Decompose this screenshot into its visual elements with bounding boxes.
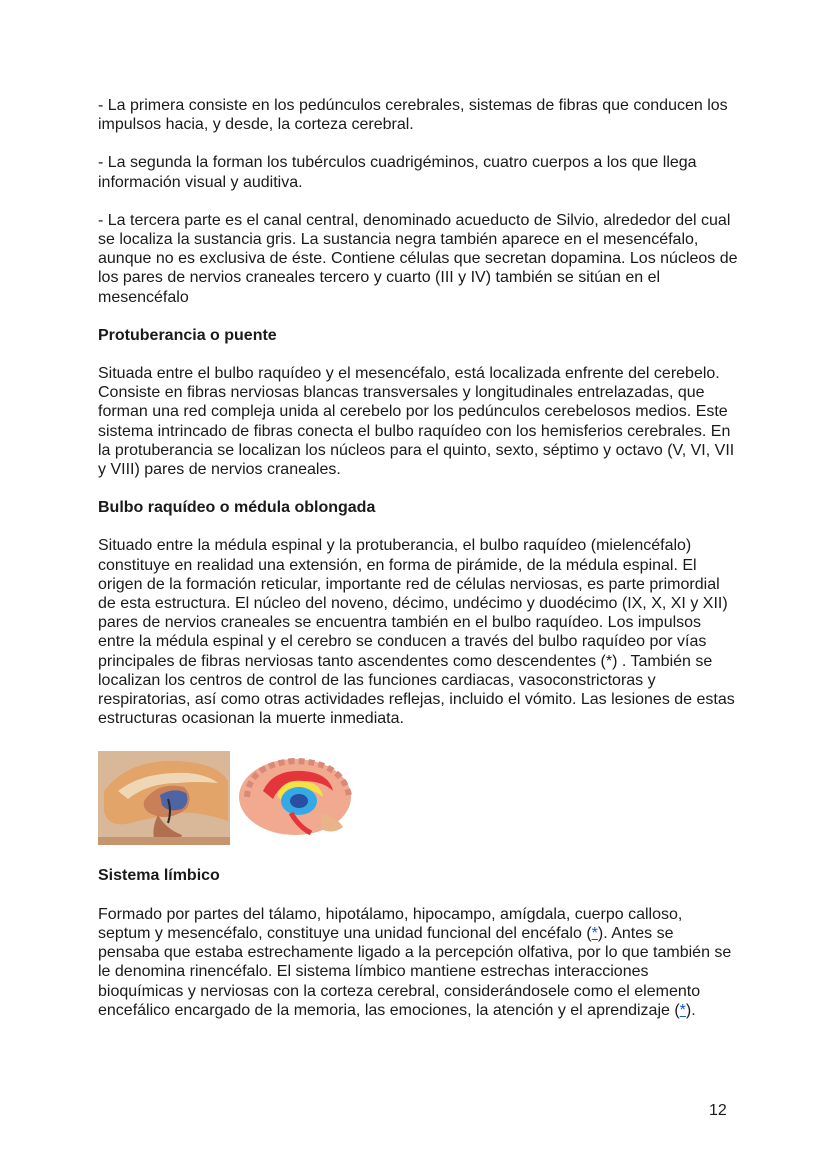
- limbico-text-1: Formado por partes del tálamo, hipotálamo, hipocampo, amígdala, cuerpo calloso, septum y mesencéfalo, constituye una unidad funcional del encéfalo (: [98, 905, 683, 942]
- brain-illustration-sagittal: [98, 751, 230, 845]
- brain-figures: [98, 751, 738, 845]
- paragraph-tercera: - La tercera parte es el canal central, denominado acueducto de Silvio, alrededor del cual se localiza la sustancia gris. La sustancia negra también aparece en el mesencéfalo, aunque no es exclusiva de éste. Contiene células que secretan dopamina. Los núcleos de los pares de nervios craneales tercero y cuarto (III y IV) también se sitúan en el mesencéfalo: [98, 211, 738, 306]
- heading-bulbo: Bulbo raquídeo o médula oblongada: [98, 499, 376, 517]
- paragraph-protuberancia: Situada entre el bulbo raquídeo y el mesencéfalo, está localizada enfrente del cerebelo. Consiste en fibras nerviosas blancas transversales y longitudinales entrelazadas, que forman una red compleja unida al cerebelo por los pedúnculos cerebelosos medios. Este sistema intrincado de fibras conecta el bulbo raquídeo con los hemisferios cerebrales. En la protuberancia se localizan los núcleos para el quinto, sexto, séptimo y octavo (V, VI, VII y VIII) pares de nervios craneales.: [98, 365, 735, 479]
- limbico-text-3: ).: [685, 1001, 696, 1019]
- brain-illustration-limbic: [233, 751, 365, 845]
- paragraph-segunda: - La segunda la forman los tubérculos cuadrigéminos, cuatro cuerpos a los que llega información visual y auditiva.: [98, 154, 697, 191]
- paragraph-limbico: [98, 905, 738, 1020]
- document-page: [98, 96, 738, 1020]
- page-number: 12: [709, 1102, 727, 1119]
- heading-protuberancia: Protuberancia o puente: [98, 326, 277, 344]
- paragraph-primera: - La primera consiste en los pedúnculos cerebrales, sistemas de fibras que conducen los impulsos hacia, y desde, la corteza cerebral.: [98, 97, 728, 134]
- reference-link-2[interactable]: *: [679, 1001, 686, 1019]
- limbico-text-2: ). Antes se pensaba que estaba estrechamente ligado a la percepción olfativa, por lo que también se le denomina rinencéfalo. El sistema límbico mantiene estrechas interacciones bioquímicas y nerviosas con la corteza cerebral, considerándosele como el elemento encefálico encargado de la memoria, las emociones, la atención y el aprendizaje (: [98, 924, 732, 1019]
- paragraph-bulbo: Situado entre la médula espinal y la protuberancia, el bulbo raquídeo (mielencéfalo) constituye en realidad una extensión, en forma de pirámide, de la médula espinal. El origen de la formación reticular, importante red de células nerviosas, es parte primordial de esta estructura. El núcleo del noveno, décimo, undécimo y duodécimo (IX, X, XI y XII) pares de nervios craneales se encuentra también en el bulbo raquídeo. Los impulsos entre la médula espinal y el cerebro se conducen a través del bulbo raquídeo por vías principales de fibras nerviosas tanto ascendentes como descendentes (*) . También se localizan los centros de control de las funciones cardiacas, vasoconstrictoras y respiratorias, así como otras actividades reflejas, incluido el vómito. Las lesiones de estas estructuras ocasionan la muerte inmediata.: [98, 537, 735, 728]
- heading-limbico: Sistema límbico: [98, 867, 220, 885]
- reference-link-1[interactable]: *: [591, 924, 598, 942]
